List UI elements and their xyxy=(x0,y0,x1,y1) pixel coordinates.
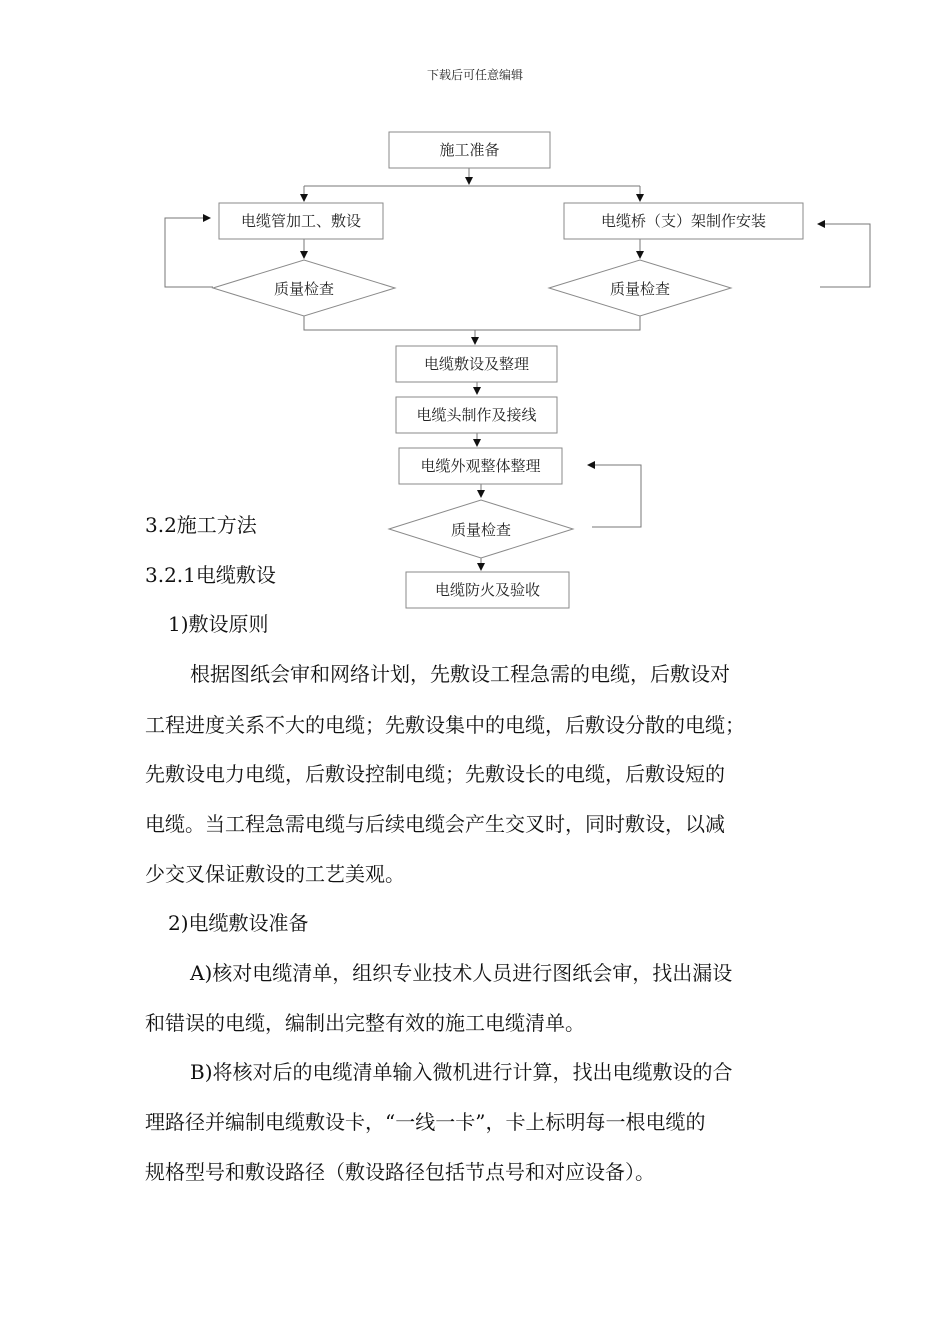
diamond-check-left-label: 质量检查 xyxy=(273,280,335,298)
item2-title: 2)电缆敷设准备 xyxy=(168,911,309,935)
p1-line-1: 根据图纸会审和网络计划，先敷设工程急需的电缆，后敷设对 xyxy=(190,662,730,686)
p1-line-5: 少交叉保证敷设的工艺美观。 xyxy=(145,862,405,886)
diamond-check-bottom-label: 质量检查 xyxy=(450,521,512,539)
merge-line xyxy=(304,316,640,330)
item1-title: 1)敷设原则 xyxy=(168,612,269,636)
pB-line-3: 规格型号和敷设路径（敷设路径包括节点号和对应设备）。 xyxy=(145,1160,655,1184)
right-feedback-loop xyxy=(818,224,870,287)
diamond-check-right-label: 质量检查 xyxy=(609,280,671,298)
pA-line-2: 和错误的电缆，编制出完整有效的施工电缆清单。 xyxy=(145,1011,585,1035)
box-step5-label: 电缆外观整体整理 xyxy=(420,457,541,475)
box-step4-label: 电缆头制作及接线 xyxy=(416,406,537,424)
box-right-step-label: 电缆桥（支）架制作安装 xyxy=(600,212,767,230)
box-step3-label: 电缆敷设及整理 xyxy=(423,355,530,373)
p1-line-2: 工程进度关系不大的电缆；先敷设集中的电缆，后敷设分散的电缆； xyxy=(145,713,745,737)
subsection-heading: 3.2.1电缆敷设 xyxy=(145,563,276,587)
page-header: 下载后可任意编辑 xyxy=(426,68,523,82)
p1-line-4: 电缆。当工程急需电缆与后续电缆会产生交叉时，同时敷设，以减 xyxy=(145,812,725,836)
box-step6-label: 电缆防火及验收 xyxy=(434,581,541,599)
section-heading: 3.2施工方法 xyxy=(145,513,257,537)
pA-line-1: A)核对电缆清单，组织专业技术人员进行图纸会审，找出漏设 xyxy=(190,961,733,985)
left-feedback-loop xyxy=(165,218,213,287)
pB-line-2: 理路径并编制电缆敷设卡，“一线一卡”，卡上标明每一根电缆的 xyxy=(145,1110,706,1134)
bottom-feedback-loop xyxy=(588,465,641,527)
box-start-label: 施工准备 xyxy=(439,141,500,159)
box-left-step-label: 电缆管加工、敷设 xyxy=(240,212,362,230)
pB-line-1: B)将核对后的电缆清单输入微机进行计算，找出电缆敷设的合 xyxy=(190,1060,733,1084)
p1-line-3: 先敷设电力电缆，后敷设控制电缆；先敷设长的电缆，后敷设短的 xyxy=(145,762,725,786)
construction-flowchart xyxy=(0,0,950,640)
